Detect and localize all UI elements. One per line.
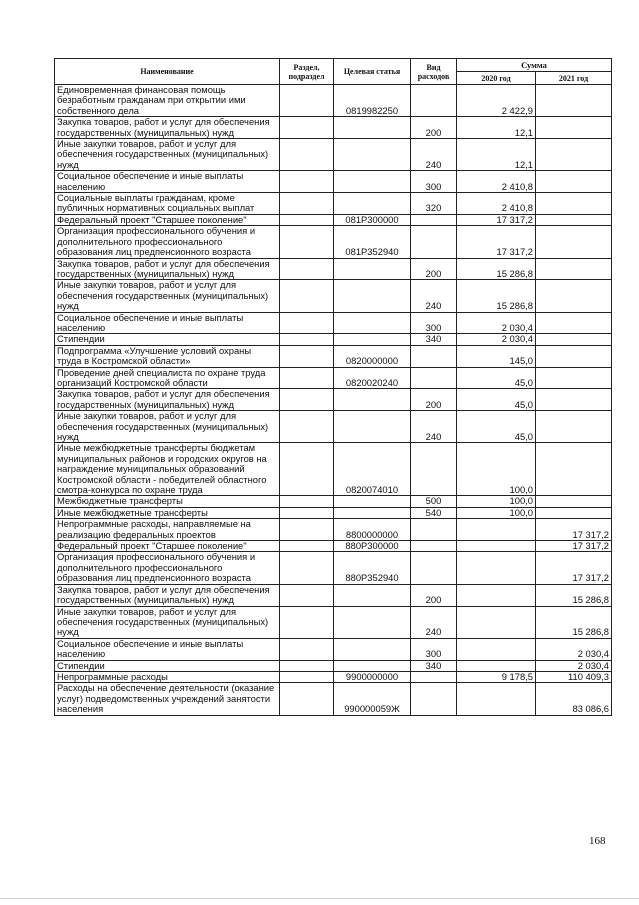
row-target bbox=[334, 117, 411, 139]
row-section bbox=[280, 683, 334, 715]
row-type bbox=[411, 683, 457, 715]
row-type bbox=[411, 367, 457, 389]
row-name: Иные закупки товаров, работ и услуг для обеспечения государственных (муниципальных) нужд bbox=[55, 606, 280, 638]
table-row bbox=[55, 519, 612, 541]
row-target: 0819982250 bbox=[334, 85, 411, 117]
row-name: Подпрограмма «Улучшение условий охраны труда в Костромской области» bbox=[55, 345, 280, 367]
row-target bbox=[334, 171, 411, 193]
row-type: 540 bbox=[411, 507, 457, 518]
table-body bbox=[55, 85, 612, 716]
row-type: 240 bbox=[411, 280, 457, 312]
row-sum-2021: 17 317,2 bbox=[536, 552, 612, 584]
row-sum-2020: 2 030,4 bbox=[457, 312, 536, 334]
row-target: 8800000000 bbox=[334, 519, 411, 541]
row-target: 081P300000 bbox=[334, 214, 411, 225]
row-type: 200 bbox=[411, 584, 457, 606]
row-target bbox=[334, 496, 411, 507]
row-name: Федеральный проект "Старшее поколение" bbox=[55, 214, 280, 225]
row-type bbox=[411, 519, 457, 541]
row-sum-2020: 15 286,8 bbox=[457, 280, 536, 312]
row-section bbox=[280, 507, 334, 518]
table-row bbox=[55, 171, 612, 193]
page-number: 168 bbox=[589, 835, 606, 847]
row-type bbox=[411, 443, 457, 496]
table-row bbox=[55, 683, 612, 715]
row-section bbox=[280, 214, 334, 225]
row-sum-2021 bbox=[536, 117, 612, 139]
row-sum-2021 bbox=[536, 258, 612, 280]
row-sum-2021 bbox=[536, 214, 612, 225]
row-sum-2021 bbox=[536, 171, 612, 193]
table-row bbox=[55, 638, 612, 660]
row-target bbox=[334, 660, 411, 671]
row-sum-2020: 100,0 bbox=[457, 496, 536, 507]
row-sum-2021 bbox=[536, 280, 612, 312]
row-name: Стипендии bbox=[55, 334, 280, 345]
row-type: 200 bbox=[411, 117, 457, 139]
row-sum-2020: 145,0 bbox=[457, 345, 536, 367]
row-name: Закупка товаров, работ и услуг для обеспечения государственных (муниципальных) нужд bbox=[55, 389, 280, 411]
table-row bbox=[55, 345, 612, 367]
row-target: 880P352940 bbox=[334, 552, 411, 584]
table-row bbox=[55, 280, 612, 312]
row-name: Федеральный проект "Старшее поколение" bbox=[55, 541, 280, 552]
row-section bbox=[280, 171, 334, 193]
table-header bbox=[55, 59, 612, 85]
table-row bbox=[55, 552, 612, 584]
row-sum-2021 bbox=[536, 411, 612, 443]
row-sum-2021: 2 030,4 bbox=[536, 660, 612, 671]
row-target bbox=[334, 334, 411, 345]
row-section bbox=[280, 606, 334, 638]
row-sum-2021 bbox=[536, 139, 612, 171]
row-target bbox=[334, 606, 411, 638]
header-name: Наименование bbox=[55, 59, 280, 85]
row-section bbox=[280, 496, 334, 507]
table-row bbox=[55, 139, 612, 171]
row-name: Организация профессионального обучения и дополнительного профессионального образования лиц предпенсионного возраста bbox=[55, 226, 280, 258]
row-section bbox=[280, 139, 334, 171]
row-sum-2020 bbox=[457, 519, 536, 541]
row-section bbox=[280, 411, 334, 443]
row-section bbox=[280, 345, 334, 367]
row-target bbox=[334, 312, 411, 334]
row-type: 240 bbox=[411, 139, 457, 171]
row-sum-2021 bbox=[536, 507, 612, 518]
row-sum-2020: 45,0 bbox=[457, 411, 536, 443]
row-name: Расходы на обеспечение деятельности (оказание услуг) подведомственных учреждений занятости населения bbox=[55, 683, 280, 715]
row-name: Закупка товаров, работ и услуг для обеспечения государственных (муниципальных) нужд bbox=[55, 258, 280, 280]
row-type bbox=[411, 345, 457, 367]
table-row bbox=[55, 496, 612, 507]
row-section bbox=[280, 443, 334, 496]
table-row bbox=[55, 443, 612, 496]
row-type: 240 bbox=[411, 411, 457, 443]
header-sum: Сумма bbox=[457, 59, 612, 72]
row-target: 880P300000 bbox=[334, 541, 411, 552]
budget-table bbox=[54, 58, 612, 716]
row-type: 300 bbox=[411, 638, 457, 660]
row-sum-2020 bbox=[457, 541, 536, 552]
row-type: 200 bbox=[411, 258, 457, 280]
row-sum-2020: 17 317,2 bbox=[457, 226, 536, 258]
table-row bbox=[55, 367, 612, 389]
row-sum-2020: 100,0 bbox=[457, 507, 536, 518]
row-target bbox=[334, 584, 411, 606]
row-sum-2021 bbox=[536, 496, 612, 507]
row-section bbox=[280, 193, 334, 215]
row-sum-2021 bbox=[536, 312, 612, 334]
row-sum-2020: 45,0 bbox=[457, 389, 536, 411]
row-type bbox=[411, 671, 457, 682]
row-type: 200 bbox=[411, 389, 457, 411]
row-target bbox=[334, 507, 411, 518]
row-name: Иные закупки товаров, работ и услуг для обеспечения государственных (муниципальных) нужд bbox=[55, 280, 280, 312]
row-name: Стипендии bbox=[55, 660, 280, 671]
table-row bbox=[55, 389, 612, 411]
row-section bbox=[280, 638, 334, 660]
row-section bbox=[280, 660, 334, 671]
row-sum-2021 bbox=[536, 334, 612, 345]
row-name: Закупка товаров, работ и услуг для обеспечения государственных (муниципальных) нужд bbox=[55, 584, 280, 606]
table-row bbox=[55, 671, 612, 682]
row-type bbox=[411, 552, 457, 584]
row-type: 300 bbox=[411, 171, 457, 193]
row-sum-2020 bbox=[457, 584, 536, 606]
row-section bbox=[280, 367, 334, 389]
row-sum-2021: 15 286,8 bbox=[536, 606, 612, 638]
row-type bbox=[411, 541, 457, 552]
row-section bbox=[280, 85, 334, 117]
row-type: 340 bbox=[411, 660, 457, 671]
table-row bbox=[55, 541, 612, 552]
header-section: Раздел, подраздел bbox=[280, 59, 334, 85]
row-sum-2021: 17 317,2 bbox=[536, 519, 612, 541]
row-section bbox=[280, 312, 334, 334]
header-year-2021: 2021 год bbox=[536, 72, 612, 85]
table-row bbox=[55, 117, 612, 139]
row-sum-2020: 100,0 bbox=[457, 443, 536, 496]
row-name: Закупка товаров, работ и услуг для обеспечения государственных (муниципальных) нужд bbox=[55, 117, 280, 139]
row-sum-2021: 15 286,8 bbox=[536, 584, 612, 606]
row-target bbox=[334, 638, 411, 660]
header-year-2020: 2020 год bbox=[457, 72, 536, 85]
row-target: 9900000000 bbox=[334, 671, 411, 682]
row-name: Непрограммные расходы, направляемые на реализацию федеральных проектов bbox=[55, 519, 280, 541]
row-sum-2021 bbox=[536, 193, 612, 215]
row-type bbox=[411, 85, 457, 117]
table-row bbox=[55, 660, 612, 671]
row-name: Единовременная финансовая помощь безработным гражданам при открытии ими собственного дела bbox=[55, 85, 280, 117]
row-name: Иные межбюджетные трансферты бюджетам муниципальных районов и городских округов на награждение муниципальных образований Костромской области - победителей областного смотра-конкурса по охране труда bbox=[55, 443, 280, 496]
row-sum-2021: 17 317,2 bbox=[536, 541, 612, 552]
row-target bbox=[334, 139, 411, 171]
row-sum-2020 bbox=[457, 660, 536, 671]
page-edge-line bbox=[0, 898, 639, 899]
row-name: Социальное обеспечение и иные выплаты населению bbox=[55, 171, 280, 193]
row-section bbox=[280, 389, 334, 411]
row-section bbox=[280, 334, 334, 345]
row-target bbox=[334, 411, 411, 443]
row-sum-2020 bbox=[457, 552, 536, 584]
table-row bbox=[55, 85, 612, 117]
row-type: 300 bbox=[411, 312, 457, 334]
row-name: Непрограммные расходы bbox=[55, 671, 280, 682]
row-sum-2021: 110 409,3 bbox=[536, 671, 612, 682]
table-row bbox=[55, 312, 612, 334]
table-row bbox=[55, 258, 612, 280]
row-name: Межбюджетные трансферты bbox=[55, 496, 280, 507]
row-target bbox=[334, 389, 411, 411]
row-sum-2021 bbox=[536, 85, 612, 117]
row-section bbox=[280, 584, 334, 606]
row-sum-2020: 9 178,5 bbox=[457, 671, 536, 682]
row-sum-2020: 2 410,8 bbox=[457, 171, 536, 193]
row-sum-2021 bbox=[536, 389, 612, 411]
row-target bbox=[334, 193, 411, 215]
row-sum-2020: 15 286,8 bbox=[457, 258, 536, 280]
row-sum-2020: 2 422,9 bbox=[457, 85, 536, 117]
row-section bbox=[280, 258, 334, 280]
table-row bbox=[55, 226, 612, 258]
row-sum-2021 bbox=[536, 345, 612, 367]
row-target: 0820074010 bbox=[334, 443, 411, 496]
row-target: 081P352940 bbox=[334, 226, 411, 258]
row-type: 500 bbox=[411, 496, 457, 507]
row-name: Проведение дней специалиста по охране труда организаций Костромской области bbox=[55, 367, 280, 389]
row-sum-2020: 2 410,8 bbox=[457, 193, 536, 215]
row-target bbox=[334, 280, 411, 312]
row-sum-2020 bbox=[457, 638, 536, 660]
row-section bbox=[280, 671, 334, 682]
row-section bbox=[280, 541, 334, 552]
row-type bbox=[411, 214, 457, 225]
row-name: Социальные выплаты гражданам, кроме публичных нормативных социальных выплат bbox=[55, 193, 280, 215]
row-sum-2021: 2 030,4 bbox=[536, 638, 612, 660]
row-section bbox=[280, 280, 334, 312]
row-name: Социальное обеспечение и иные выплаты населению bbox=[55, 312, 280, 334]
row-type: 240 bbox=[411, 606, 457, 638]
table-row bbox=[55, 606, 612, 638]
row-sum-2020: 17 317,2 bbox=[457, 214, 536, 225]
row-target: 0820020240 bbox=[334, 367, 411, 389]
row-name: Социальное обеспечение и иные выплаты населению bbox=[55, 638, 280, 660]
table-row bbox=[55, 193, 612, 215]
row-sum-2020: 45,0 bbox=[457, 367, 536, 389]
row-target bbox=[334, 258, 411, 280]
row-name: Иные закупки товаров, работ и услуг для обеспечения государственных (муниципальных) нужд bbox=[55, 139, 280, 171]
header-type: Вид расходов bbox=[411, 59, 457, 85]
row-sum-2020 bbox=[457, 606, 536, 638]
row-type: 320 bbox=[411, 193, 457, 215]
row-section bbox=[280, 519, 334, 541]
row-section bbox=[280, 552, 334, 584]
table-row bbox=[55, 411, 612, 443]
row-type: 340 bbox=[411, 334, 457, 345]
row-sum-2020: 2 030,4 bbox=[457, 334, 536, 345]
row-name: Иные закупки товаров, работ и услуг для обеспечения государственных (муниципальных) нужд bbox=[55, 411, 280, 443]
row-sum-2021 bbox=[536, 443, 612, 496]
row-target: 0820000000 bbox=[334, 345, 411, 367]
row-sum-2021: 83 086,6 bbox=[536, 683, 612, 715]
row-section bbox=[280, 226, 334, 258]
table-row bbox=[55, 214, 612, 225]
header-target: Целевая статья bbox=[334, 59, 411, 85]
row-sum-2020: 12,1 bbox=[457, 139, 536, 171]
row-name: Иные межбюджетные трансферты bbox=[55, 507, 280, 518]
table-row bbox=[55, 507, 612, 518]
row-type bbox=[411, 226, 457, 258]
row-target: 990000059Ж bbox=[334, 683, 411, 715]
row-section bbox=[280, 117, 334, 139]
row-sum-2020 bbox=[457, 683, 536, 715]
row-sum-2021 bbox=[536, 226, 612, 258]
row-sum-2021 bbox=[536, 367, 612, 389]
table-row bbox=[55, 334, 612, 345]
row-sum-2020: 12,1 bbox=[457, 117, 536, 139]
row-name: Организация профессионального обучения и дополнительного профессионального образования лиц предпенсионного возраста bbox=[55, 552, 280, 584]
table-row bbox=[55, 584, 612, 606]
